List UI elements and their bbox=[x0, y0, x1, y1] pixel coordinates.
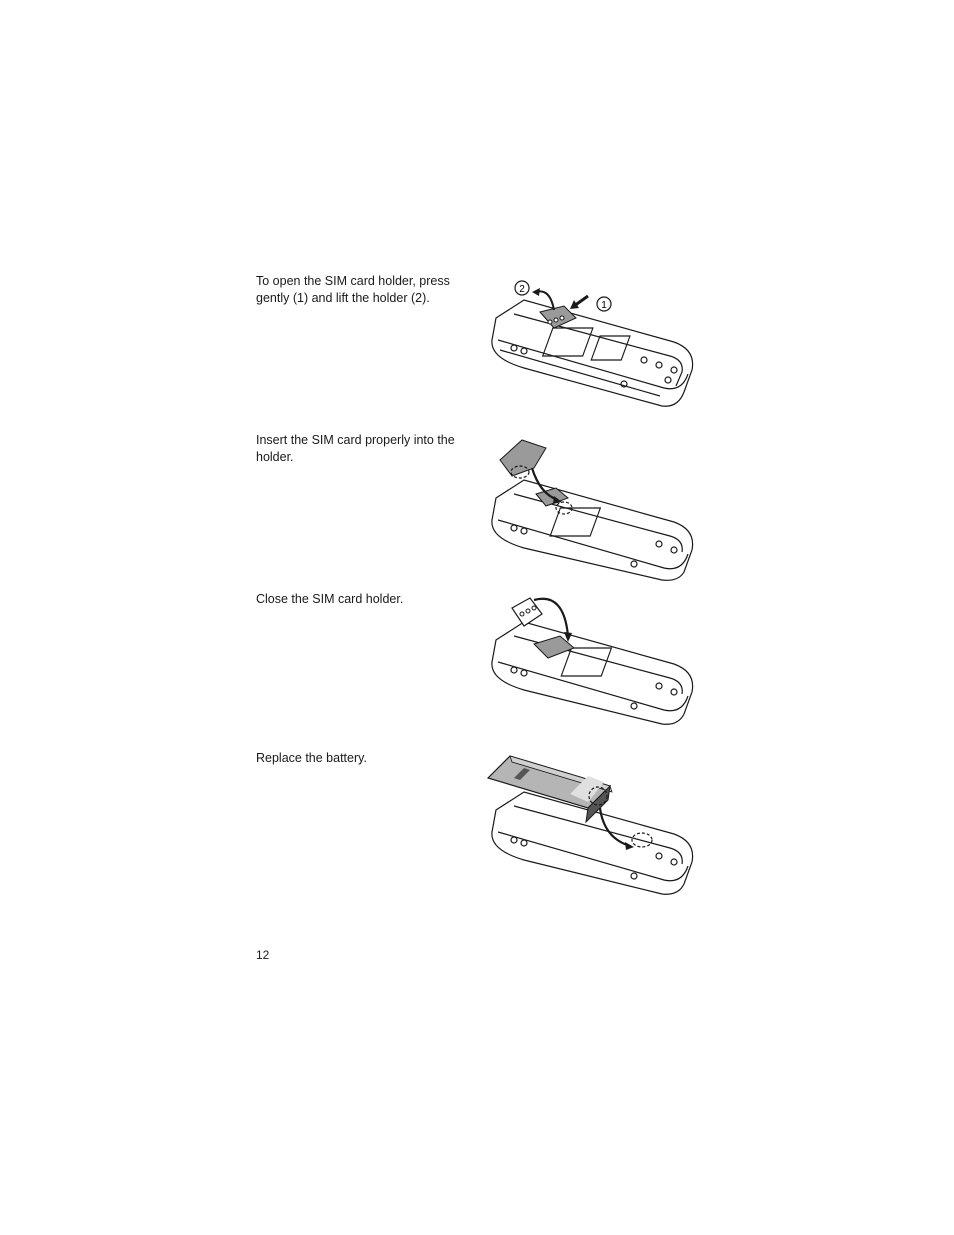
page-number: 12 bbox=[256, 948, 270, 962]
callout-1-label: 1 bbox=[601, 300, 607, 311]
step-3-text: Close the SIM card holder. bbox=[256, 592, 404, 606]
step-4-text: Replace the battery. bbox=[256, 751, 367, 765]
step-1-text: To open the SIM card holder, press gently (1) and lift the holder (2). bbox=[256, 274, 450, 305]
illustration-replace-battery bbox=[484, 750, 700, 900]
illustration-close-sim-holder bbox=[484, 586, 700, 736]
illustration-open-sim-holder bbox=[484, 270, 700, 420]
callout-2-label: 2 bbox=[519, 284, 525, 295]
step-2-text: Insert the SIM card properly into the holder. bbox=[256, 433, 455, 464]
illustration-insert-sim-card bbox=[484, 432, 700, 582]
